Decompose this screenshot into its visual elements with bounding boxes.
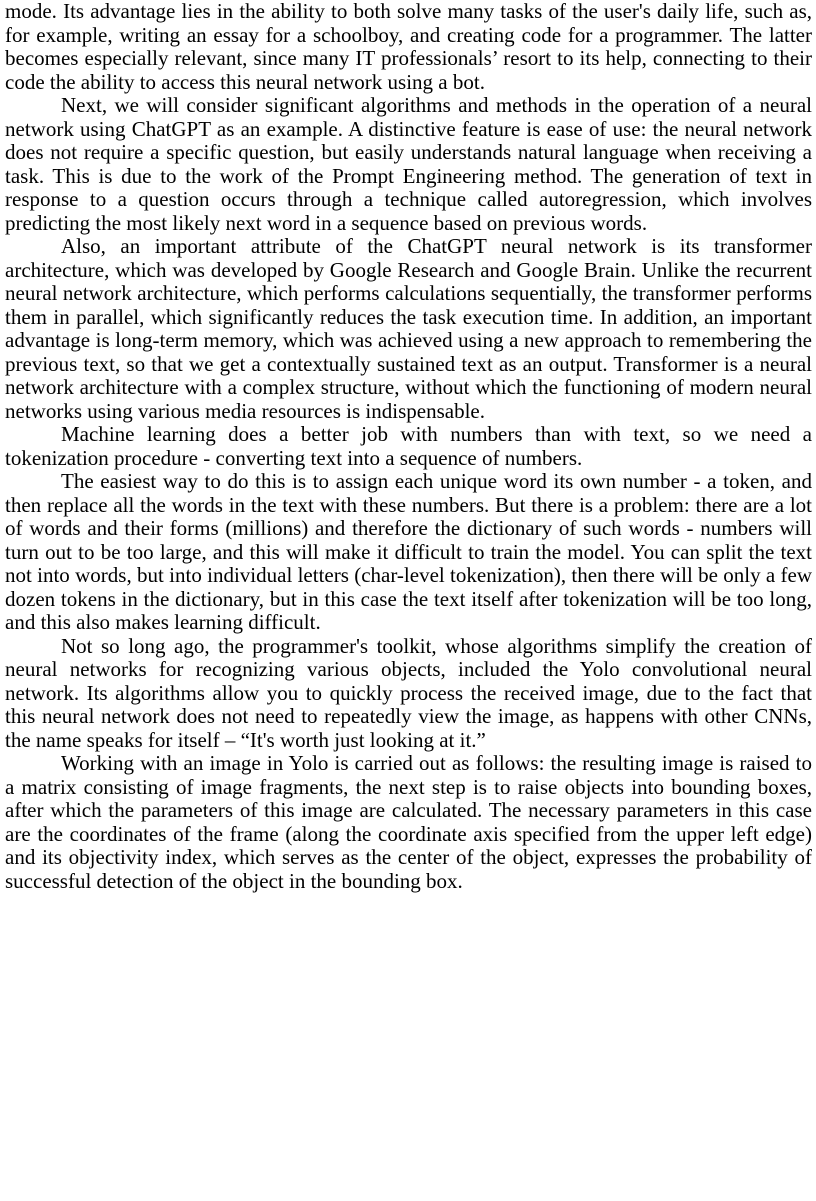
paragraph-chatgpt-algorithms: Next, we will consider significant algorithms and methods in the operation of a neural network using ChatGPT as an example. A distinctive feature is ease of use: the neural network does not require a specific question, but easily understands natural language when receiving a task. This is due to the work of the Prompt Engineering method. The generation of text in response to a question occurs through a technique called autoregression, which involves predicting the most likely next word in a sequence based on previous words. [5, 93, 812, 235]
paragraph-continuation: mode. Its advantage lies in the ability to both solve many tasks of the user's daily life, such as, for example, writing an essay for a schoolboy, and creating code for a programmer. The latter becomes especially relevant, since many IT professionals’ resort to its help, connecting to their code the ability to access this neural network using a bot. [5, 0, 812, 94]
paragraph-transformer-architecture: Also, an important attribute of the ChatGPT neural network is its transformer architecture, which was developed by Google Research and Google Brain. Unlike the recurrent neural network architecture, which performs calculations sequentially, the transformer performs them in parallel, which significantly reduces the task execution time. In addition, an important advantage is long-term memory, which was achieved using a new approach to remembering the previous text, so that we get a contextually sustained text as an output. Transformer is a neural network architecture with a complex structure, without which the functioning of modern neural networks using various media resources is indispensable. [5, 234, 812, 423]
paragraph-yolo-intro: Not so long ago, the programmer's toolkit, whose algorithms simplify the creation of neural networks for recognizing various objects, included the Yolo convolutional neural network. Its algorithms allow you to quickly process the received image, due to the fact that this neural network does not need to repeatedly view the image, as happens with other CNNs, the name speaks for itself – “It's worth just looking at it.” [5, 633, 812, 752]
paragraph-tokenization-intro: Machine learning does a better job with numbers than with text, so we need a tokenization procedure - converting text into a sequence of numbers. [5, 422, 812, 470]
paragraph-tokenization-methods: The easiest way to do this is to assign each unique word its own number - a token, and then replace all the words in the text with these numbers. But there is a problem: there are a lot of words and their forms (millions) and therefore the dictionary of such words - numbers will turn out to be too large, and this will make it difficult to train the model. You can split the text not into words, but into individual letters (char-level tokenization), then there will be only a few dozen tokens in the dictionary, but in this case the text itself after tokenization will be too long, and this also makes learning difficult. [5, 469, 812, 634]
paragraph-yolo-workflow: Working with an image in Yolo is carried out as follows: the resulting image is raised to a matrix consisting of image fragments, the next step is to raise objects into bounding boxes, after which the parameters of this image are calculated. The necessary parameters in this case are the coordinates of the frame (along the coordinate axis specified from the upper left edge) and its objectivity index, which serves as the center of the object, expresses the probability of successful detection of the object in the bounding box. [5, 751, 812, 893]
